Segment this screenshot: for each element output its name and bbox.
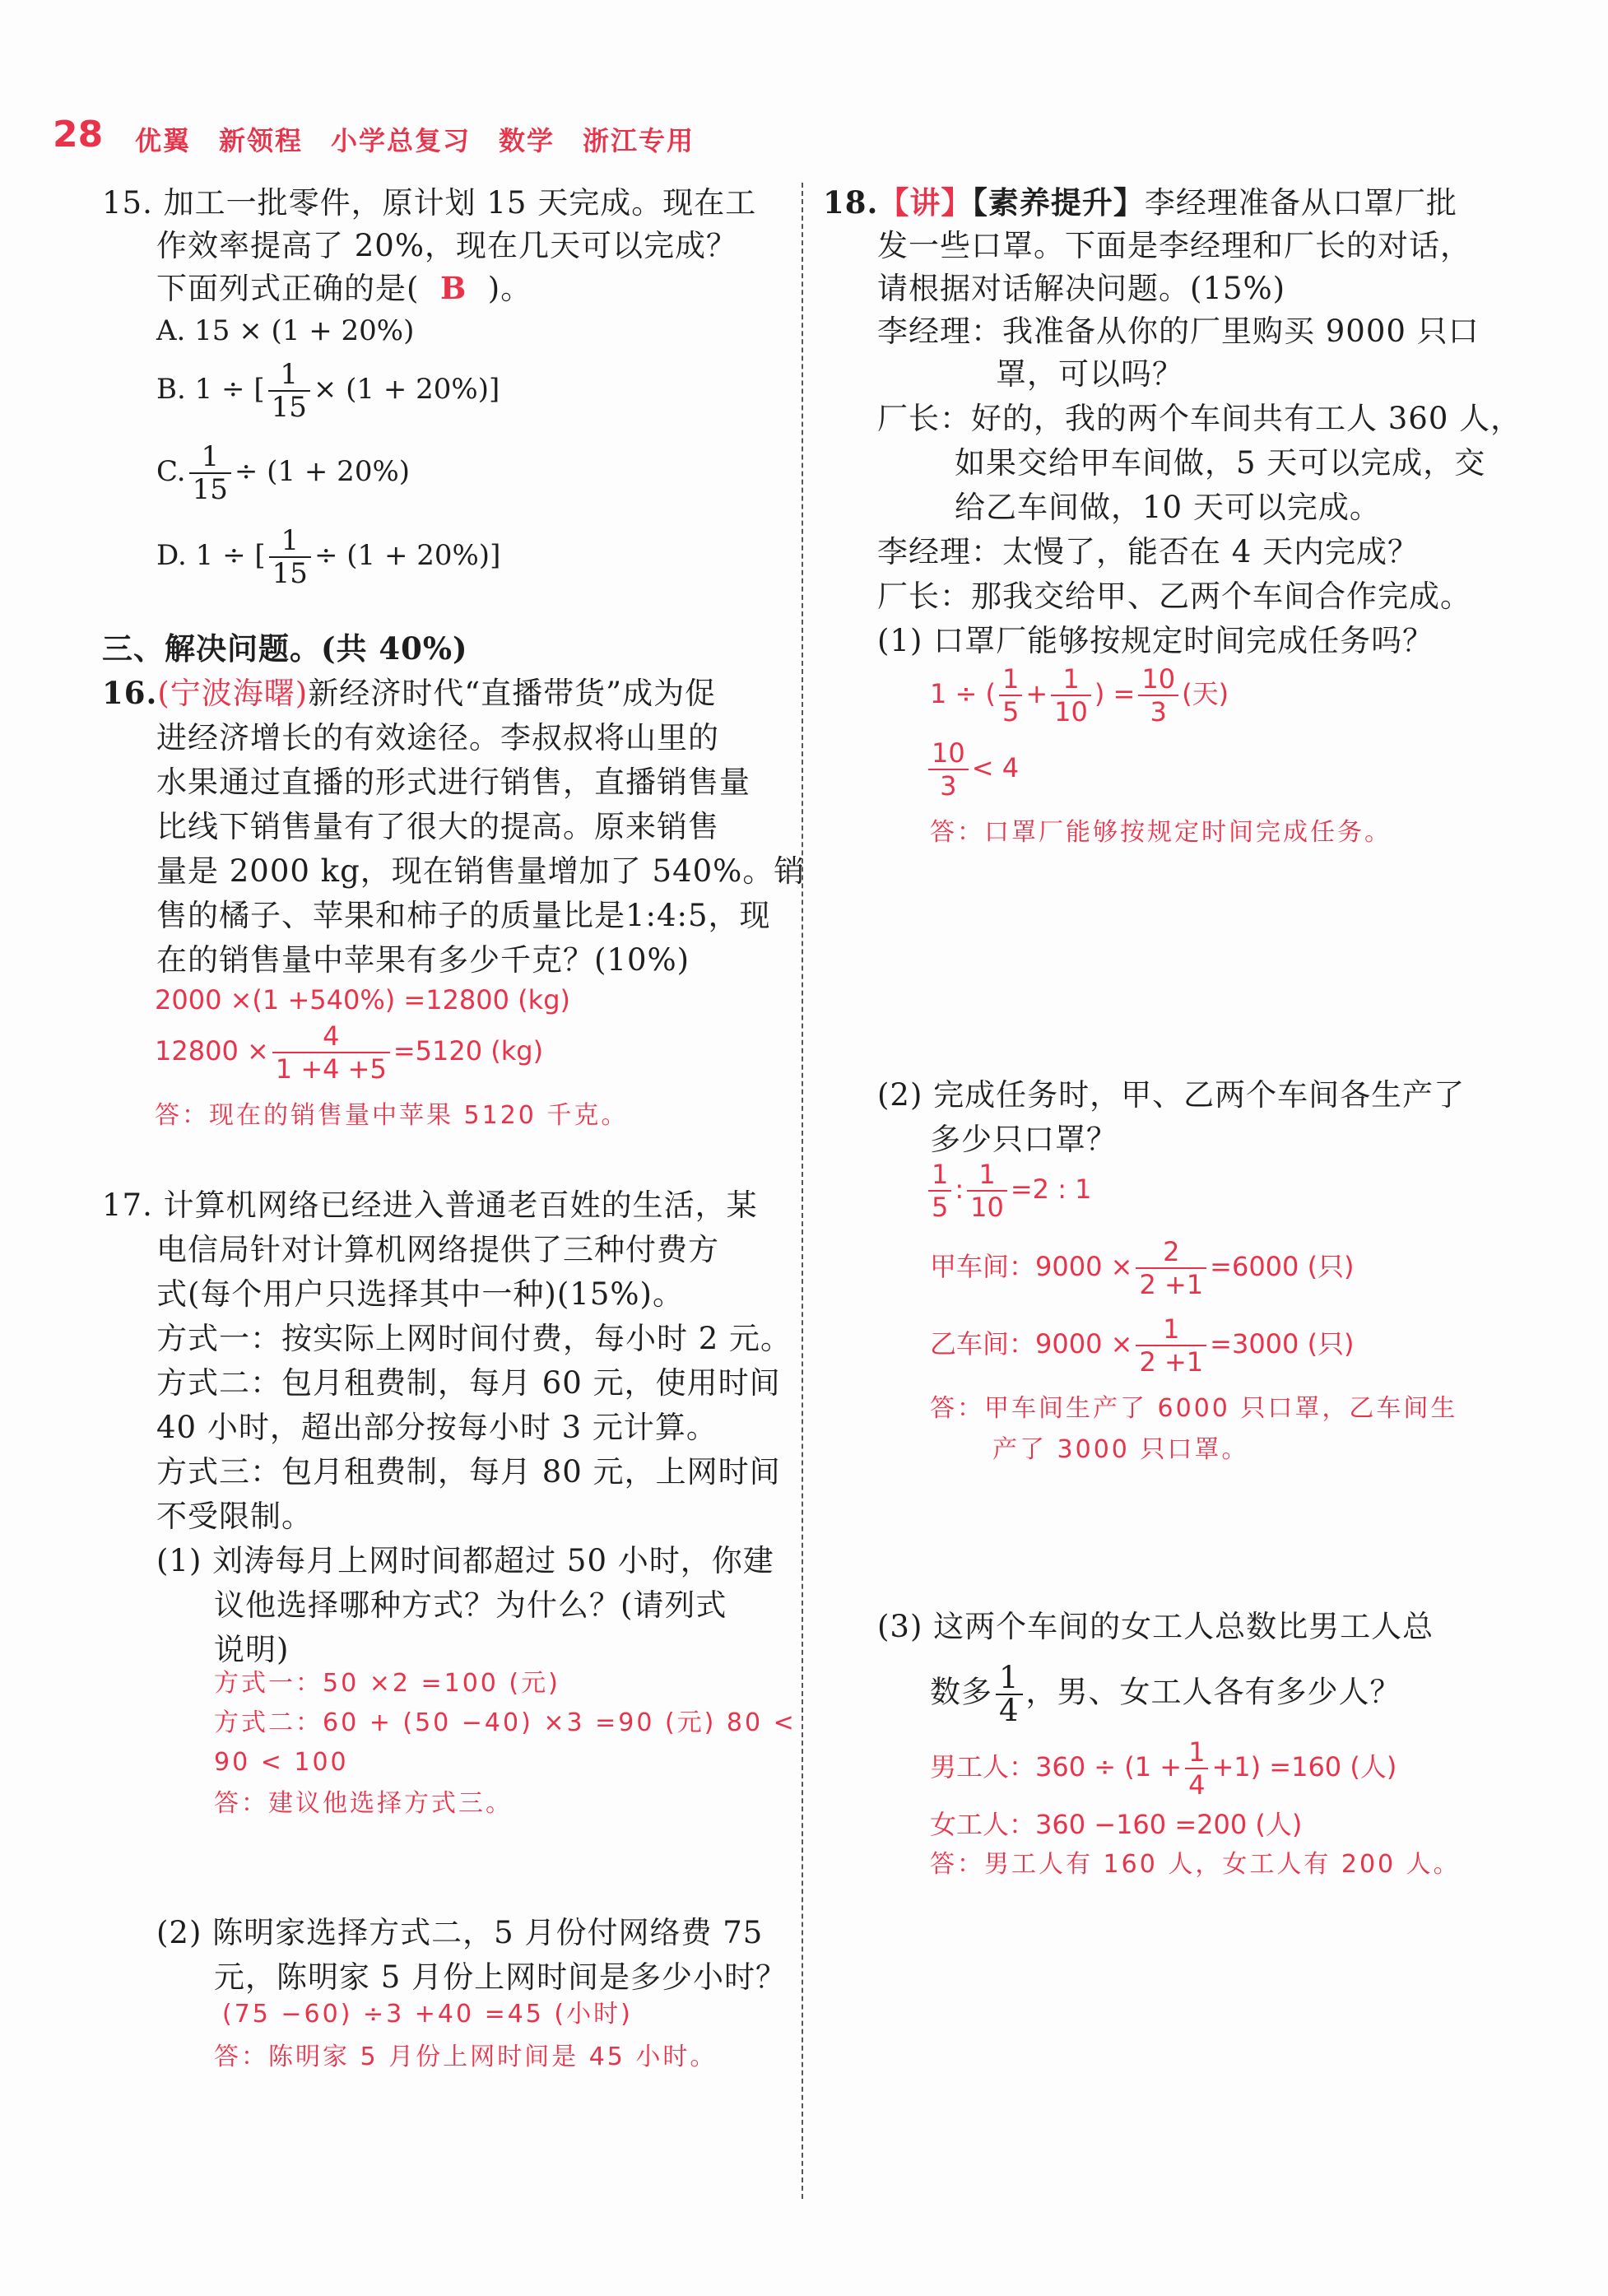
q17-line: 不受限制。 xyxy=(156,1499,313,1534)
q18-p3-female: 女工人：360 −160 =200 (人) xyxy=(930,1809,1303,1840)
q18-p2-line: (2) 完成任务时，甲、乙两个车间各生产了 xyxy=(877,1077,1466,1113)
q15-option-a: A. 15 × (1 + 20%) xyxy=(156,314,415,347)
q18-dialog: 如果交给甲车间做，5 天可以完成，交 xyxy=(955,445,1486,481)
q18-p1-answer-1: 1 ÷ ( $\frac{1}{5}$ + $\frac{1}{10}$ ) = $\frac{10}{3}$ (天) xyxy=(930,663,1229,727)
q17-line: 电信局针对计算机网络提供了三种付费方 xyxy=(156,1232,719,1267)
q18-dialog: 李经理：太慢了，能否在 4 天内完成？ xyxy=(877,534,1420,569)
q16-line: 量是 2000 kg，现在销售量增加了 540%。销 xyxy=(156,853,806,889)
q18-dialog: 给乙车间做，10 天可以完成。 xyxy=(955,490,1381,525)
q17-p2-line: 元，陈明家 5 月份上网时间是多少小时？ xyxy=(214,1959,788,1995)
q17-p1-line: (1) 刘涛每月上网时间都超过 50 小时，你建 xyxy=(156,1543,774,1578)
q18-p3-line1: (3) 这两个车间的女工人总数比男工人总 xyxy=(877,1609,1434,1644)
q17-p1-line: 说明) xyxy=(214,1632,290,1667)
q17-line: 17. 计算机网络已经进入普通老百姓的生活，某 xyxy=(102,1188,758,1223)
fraction: $\frac{1}{15}$ xyxy=(269,525,311,589)
q18-p2-answer: 答：甲车间生产了 6000 只口罩，乙车间生 xyxy=(930,1394,1458,1423)
q18-p3-answer: 答：男工人有 160 人，女工人有 200 人。 xyxy=(930,1850,1461,1879)
q16-answer-2: 12800 × $\frac{4}{1 +4 +5}$ =5120 (kg) xyxy=(155,1020,544,1085)
fraction: $\frac{1}{15}$ xyxy=(268,359,310,423)
q18-p2-jia: 甲车间：9000 × $\frac{2}{2 +1}$ =6000 (只) xyxy=(930,1236,1355,1300)
q17-line: 方式一：按实际上网时间付费，每小时 2 元。 xyxy=(156,1321,792,1356)
q18-p2-line: 多少只口罩？ xyxy=(930,1122,1118,1157)
q18-line: 发一些口罩。下面是李经理和厂长的对话， xyxy=(877,228,1471,263)
q18-p1-answer-3: 答：口罩厂能够按规定时间完成任务。 xyxy=(930,818,1392,847)
q15-answer: B xyxy=(439,270,467,306)
q16-answer-3: 答：现在的销售量中苹果 5120 千克。 xyxy=(155,1101,629,1130)
column-divider xyxy=(802,183,803,2199)
page-number: 28 xyxy=(53,114,104,156)
q17-p2-line: (2) 陈明家选择方式二，5 月份付网络费 75 xyxy=(156,1915,764,1950)
q17-line: 方式二：包月租费制，每月 60 元，使用时间 xyxy=(156,1365,781,1401)
q18-p3-male: 男工人：360 ÷ (1 + $\frac{1}{4}$ +1) =160 (人) xyxy=(930,1736,1397,1801)
q18-dialog: 李经理：我准备从你的厂里购买 9000 只口 xyxy=(877,314,1480,349)
q17-p1-answer: 90 < 100 xyxy=(214,1748,349,1777)
q18-dialog: 罩，可以吗？ xyxy=(996,356,1183,392)
header-title: 优翼 新领程 小学总复习 数学 浙江专用 xyxy=(135,125,695,156)
q18-line: 请根据对话解决问题。(15%) xyxy=(877,271,1286,306)
q18-p2-answer: 产了 3000 只口罩。 xyxy=(992,1435,1249,1464)
q18-p2-yi: 乙车间：9000 × $\frac{1}{2 +1}$ =3000 (只) xyxy=(930,1313,1355,1378)
q18-p2-ratio: $\frac{1}{5}$ : $\frac{1}{10}$ =2 : 1 xyxy=(925,1159,1092,1223)
q15-line2: 作效率提高了 20%，现在几天可以完成？ xyxy=(156,228,737,263)
q17-p1-answer: 方式二：60 + (50 −40) ×3 =90 (元) 80 < xyxy=(214,1708,797,1737)
q16-line: 在的销售量中苹果有多少千克？(10%) xyxy=(156,942,690,978)
q16-line: 比线下销售量有了很大的提高。原来销售 xyxy=(156,809,719,844)
q15-option-b: B. 1 ÷ [ $\frac{1}{15}$ × (1 + 20%)] xyxy=(156,358,500,424)
q17-p1-line: 议他选择哪种方式？为什么？(请列式 xyxy=(214,1587,727,1623)
q18-tag-lecture: 【讲】 xyxy=(878,184,973,221)
q17-p1-answer: 答：建议他选择方式三。 xyxy=(214,1789,513,1818)
q16-line1: 16.(宁波海曙)新经济时代“直播带货”成为促 xyxy=(102,675,717,711)
q17-p1-answer: 方式一：50 ×2 =100 (元) xyxy=(214,1669,560,1698)
q17-line: 方式三：包月租费制，每月 80 元，上网时间 xyxy=(156,1454,781,1490)
q18-dialog: 厂长：好的，我的两个车间共有工人 360 人， xyxy=(877,401,1522,436)
q15-line1: 15. 加工一批零件，原计划 15 天完成。现在工 xyxy=(102,185,757,221)
q18-line1: 18.【讲】【素养提升】李经理准备从口罩厂批 xyxy=(823,184,1457,221)
q17-p2-answer: 答：陈明家 5 月份上网时间是 45 小时。 xyxy=(214,2043,718,2071)
q15-line3: 下面列式正确的是( B )。 xyxy=(156,270,532,306)
q16-answer-1: 2000 ×(1 +540%) =12800 (kg) xyxy=(155,984,570,1016)
q16-line: 水果通过直播的形式进行销售，直播销售量 xyxy=(156,765,751,800)
q17-p2-answer: (75 −60) ÷3 +40 =45 (小时) xyxy=(222,2000,633,2029)
q18-p1: (1) 口罩厂能够按规定时间完成任务吗？ xyxy=(877,623,1434,658)
q18-p3-line2: 数多 $\frac{1}{4}$ ，男、女工人各有多少人？ xyxy=(930,1660,1401,1728)
q16-line: 进经济增长的有效途径。李叔叔将山里的 xyxy=(156,720,719,755)
q18-p1-answer-2: $\frac{10}{3}$ < 4 xyxy=(925,737,1019,802)
q17-line: 式(每个用户只选择其中一种)(15%)。 xyxy=(156,1276,684,1312)
q18-tag-literacy: 【素养提升】 xyxy=(972,184,1145,221)
section3-title: 三、解决问题。(共 40%) xyxy=(102,630,468,667)
q15-option-d: D. 1 ÷ [ $\frac{1}{15}$ ÷ (1 + 20%)] xyxy=(156,524,501,590)
fraction: $\frac{1}{15}$ xyxy=(189,441,231,505)
q18-dialog: 厂长：那我交给甲、乙两个车间合作完成。 xyxy=(877,579,1471,614)
q17-line: 40 小时，超出部分按每小时 3 元计算。 xyxy=(156,1410,718,1445)
q15-option-c: C. $\frac{1}{15}$ ÷ (1 + 20%) xyxy=(156,440,411,506)
q16-line: 售的橘子、苹果和柿子的质量比是1:4:5，现 xyxy=(156,898,771,933)
q16-source: (宁波海曙) xyxy=(157,676,309,711)
